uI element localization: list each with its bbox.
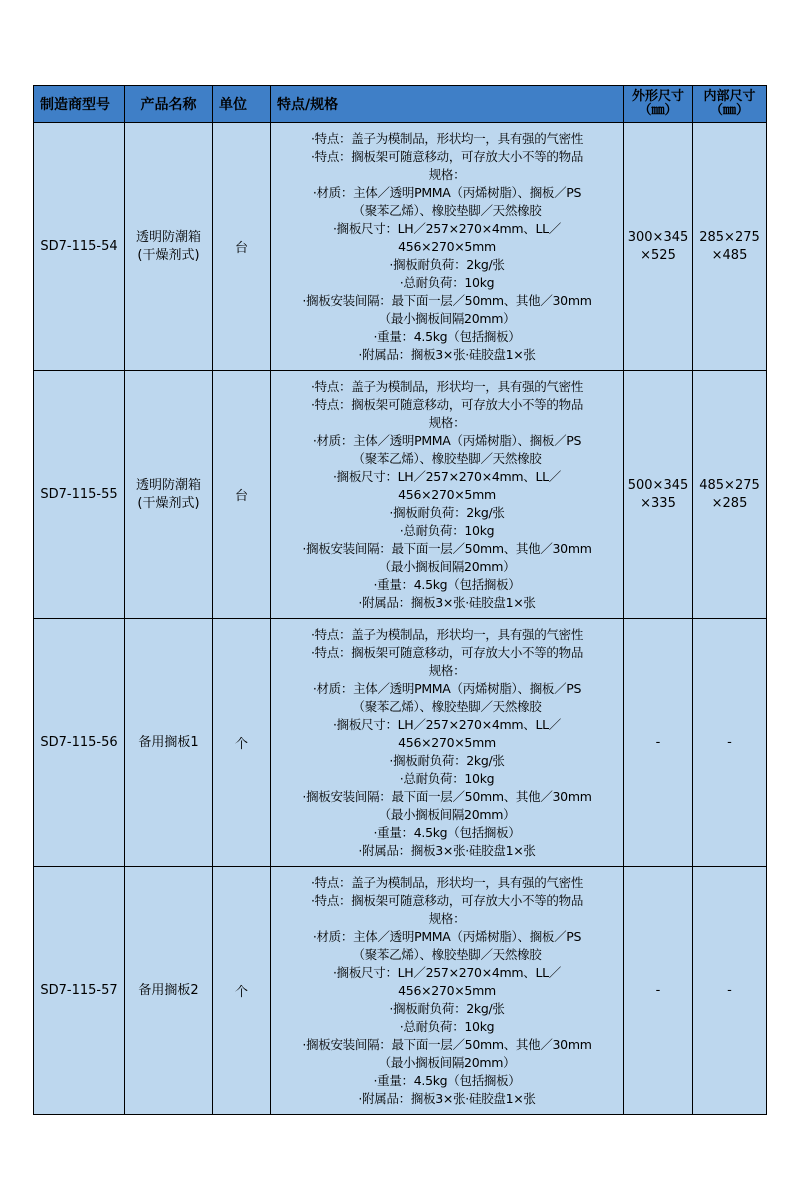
product-name-line1: 透明防潮箱 [135,477,201,493]
spec-line: ·特点：搁板架可随意移动，可存放大小不等的物品 [310,396,584,412]
spec-line: ·特点：盖子为模制品，形状均一，具有强的气密性 [310,378,584,394]
spec-line: 规格： [428,910,466,926]
product-name-line1: 备用搁板2 [138,982,199,998]
spec-line: ·材质：主体／透明PMMA（丙烯树脂）、搁板／PS [312,680,582,696]
spec-line: ·总耐负荷：10kg [399,770,495,786]
spec-line: ·搁板尺寸：LH／257×270×4mm、LL／ [332,468,562,484]
spec-line: 456×270×5mm [398,982,496,998]
spec-line: （聚苯乙烯）、橡胶垫脚／天然橡胶 [352,450,542,466]
spec-line: ·附属品：搁板3×张·硅胶盘1×张 [358,594,536,610]
spec-line: ·特点：搁板架可随意移动，可存放大小不等的物品 [310,148,584,164]
spec-line: ·附属品：搁板3×张·硅胶盘1×张 [358,842,536,858]
spec-line: ·搁板安装间隔：最下面一层／50mm、其他／30mm [302,292,592,308]
spec-line: ·搁板安装间隔：最下面一层／50mm、其他／30mm [302,540,592,556]
spec-line: ·搁板安装间隔：最下面一层／50mm、其他／30mm [302,1036,592,1052]
cell-spec [271,123,624,371]
spec-line: ·材质：主体／透明PMMA（丙烯树脂）、搁板／PS [312,928,582,944]
spec-line: 规格： [428,414,466,430]
spec-line: ·材质：主体／透明PMMA（丙烯树脂）、搁板／PS [312,184,582,200]
spec-line: ·搁板耐负荷：2kg/张 [389,752,505,768]
spec-line: ·搁板尺寸：LH／257×270×4mm、LL／ [332,716,562,732]
spec-line: ·搁板耐负荷：2kg/张 [389,256,505,272]
spec-line: ·重量：4.5kg（包括搁板） [373,1072,521,1088]
header-outer-size [624,86,693,123]
spec-line: （聚苯乙烯）、橡胶垫脚／天然橡胶 [352,698,542,714]
header-inner-size-line1: 内部尺寸 [703,89,756,104]
cell-unit: 个 [213,619,271,867]
spec-line: ·特点：盖子为模制品，形状均一，具有强的气密性 [310,130,584,146]
spec-line: ·重量：4.5kg（包括搁板） [373,824,521,840]
table-row [34,619,767,867]
cell-outer-size [624,867,693,1115]
spec-line: （最小搁板间隔20mm） [378,1054,516,1070]
product-name-line1: 透明防潮箱 [135,229,201,245]
inner-size-line1: - [727,734,732,750]
spec-line: 规格： [428,166,466,182]
spec-line: ·总耐负荷：10kg [399,522,495,538]
spec-line: ·搁板耐负荷：2kg/张 [389,504,505,520]
inner-size-line1: - [727,982,732,998]
outer-size-line2: ×335 [640,495,676,511]
outer-size-line1: - [655,734,661,750]
cell-inner-size [693,123,767,371]
spec-line: ·搁板尺寸：LH／257×270×4mm、LL／ [332,964,562,980]
spec-line: ·搁板安装间隔：最下面一层／50mm、其他／30mm [302,788,592,804]
header-row [34,86,767,123]
header-unit: 单位 [213,86,271,123]
table-row [34,123,767,371]
inner-size-line2: ×285 [711,495,748,511]
table-row [34,867,767,1115]
spec-line: ·特点：搁板架可随意移动，可存放大小不等的物品 [310,892,584,908]
outer-size-line1: - [655,982,661,998]
header-product-name: 产品名称 [125,86,213,123]
cell-outer-size [624,619,693,867]
spec-line: ·特点：盖子为模制品，形状均一，具有强的气密性 [310,626,584,642]
header-outer-size-line1: 外形尺寸 [631,89,684,104]
cell-outer-size [624,123,693,371]
spec-line: ·总耐负荷：10kg [399,1018,495,1034]
cell-product-name [125,371,213,619]
cell-spec [271,371,624,619]
cell-product-name [125,619,213,867]
spec-line: 456×270×5mm [398,734,496,750]
cell-inner-size [693,619,767,867]
outer-size-line1: 300×345 [627,229,689,245]
spec-line: ·重量：4.5kg（包括搁板） [373,576,521,592]
spec-line: 456×270×5mm [398,238,496,254]
spec-line: ·总耐负荷：10kg [399,274,495,290]
cell-product-name [125,123,213,371]
table-row [34,371,767,619]
spec-line: （最小搁板间隔20mm） [378,558,516,574]
spec-line: ·重量：4.5kg（包括搁板） [373,328,521,344]
product-table [33,85,767,1115]
cell-outer-size [624,371,693,619]
spec-line: （聚苯乙烯）、橡胶垫脚／天然橡胶 [352,202,542,218]
cell-inner-size [693,867,767,1115]
cell-spec [271,619,624,867]
spec-line: 456×270×5mm [398,486,496,502]
spec-line: ·搁板耐负荷：2kg/张 [389,1000,505,1016]
header-spec: 特点/规格 [271,86,624,123]
inner-size-line2: ×485 [711,247,748,263]
header-outer-size-unit: （㎜） [638,103,678,118]
product-name-line1: 备用搁板1 [138,734,199,750]
outer-size-line2: ×525 [640,247,676,263]
header-model: 制造商型号 [34,86,125,123]
inner-size-line1: 285×275 [699,229,760,245]
cell-model: SD7-115-55 [34,371,125,619]
header-inner-size [693,86,767,123]
spec-line: 规格： [428,662,466,678]
cell-unit: 台 [213,123,271,371]
spec-line: ·材质：主体／透明PMMA（丙烯树脂）、搁板／PS [312,432,582,448]
spec-line: ·搁板尺寸：LH／257×270×4mm、LL／ [332,220,562,236]
header-inner-size-unit: （㎜） [709,103,749,118]
product-name-line2: (干燥剂式) [137,247,200,263]
outer-size-line1: 500×345 [627,477,689,493]
table-body [34,123,767,1115]
product-name-line2: (干燥剂式) [137,495,200,511]
cell-product-name [125,867,213,1115]
spec-line: ·特点：盖子为模制品，形状均一，具有强的气密性 [310,874,584,890]
cell-inner-size [693,371,767,619]
spec-line: ·特点：搁板架可随意移动，可存放大小不等的物品 [310,644,584,660]
spec-line: ·附属品：搁板3×张·硅胶盘1×张 [358,1090,536,1106]
cell-model: SD7-115-54 [34,123,125,371]
cell-model: SD7-115-56 [34,619,125,867]
inner-size-line1: 485×275 [699,477,760,493]
spec-line: （聚苯乙烯）、橡胶垫脚／天然橡胶 [352,946,542,962]
cell-model: SD7-115-57 [34,867,125,1115]
spec-line: （最小搁板间隔20mm） [378,310,516,326]
cell-spec [271,867,624,1115]
table-header [34,86,767,123]
spec-line: ·附属品：搁板3×张·硅胶盘1×张 [358,346,536,362]
spec-line: （最小搁板间隔20mm） [378,806,516,822]
cell-unit: 个 [213,867,271,1115]
cell-unit: 台 [213,371,271,619]
